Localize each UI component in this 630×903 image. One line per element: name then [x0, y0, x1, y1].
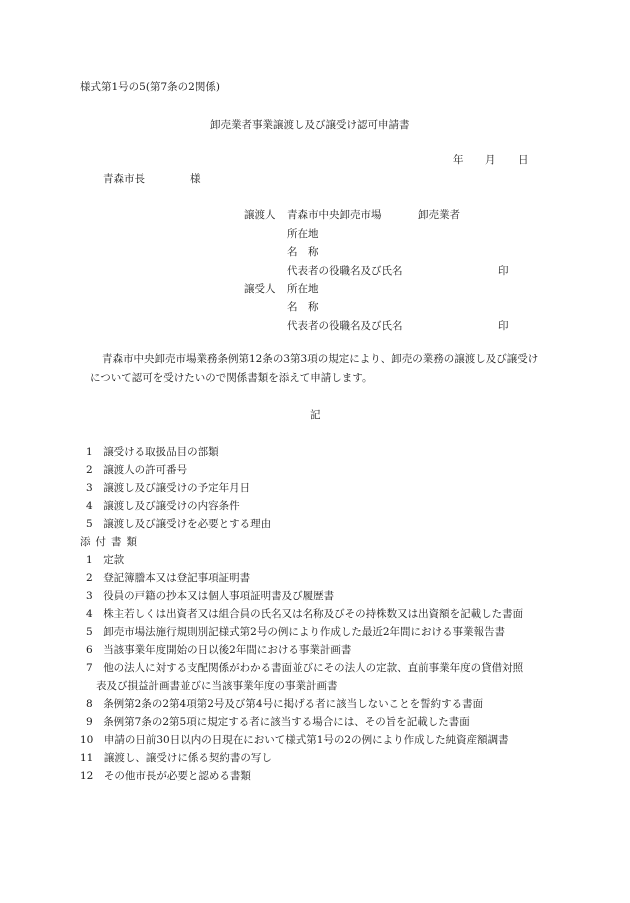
attachment-item — [86, 645, 351, 656]
transferee-rep-label: 代表者の役職名及び氏名 — [287, 320, 403, 332]
attachment-item — [86, 609, 523, 620]
item-number: 3 — [86, 482, 93, 494]
item-number: 10 — [80, 734, 94, 746]
list-item — [86, 501, 240, 512]
body-line-1: 青森市中央卸売市場業務条例第12条の3第3項の規定により、卸売の業務の譲渡し及び譲受け — [102, 353, 539, 365]
transferor-business-type: 卸売業者 — [418, 209, 460, 221]
attachment-item — [86, 555, 124, 566]
attachment-item — [86, 717, 470, 728]
item-number: 9 — [86, 716, 93, 728]
item-text: 譲渡し及び譲受けの予定年月日 — [103, 482, 251, 494]
transferor-rep-label: 代表者の役職名及び氏名 — [287, 265, 403, 277]
transferee-seal: 印 — [498, 320, 509, 332]
body-line-2: について認可を受けたいので関係書類を添えて申請します。 — [90, 372, 373, 384]
addressee-honorific: 様 — [190, 173, 201, 185]
addressee-name: 青森市長 — [103, 173, 145, 185]
date-month: 月 — [485, 154, 496, 166]
document-title: 卸売業者事業譲渡し及び譲受け認可申請書 — [210, 119, 410, 131]
transferee-role-label: 譲受人 — [244, 283, 276, 295]
attachment-item — [80, 753, 272, 764]
item-text: 譲渡人の許可番号 — [103, 464, 188, 476]
item-text: 卸売市場法施行規則別記様式第2号の例により作成した最近2年間における事業報告書 — [103, 626, 506, 638]
attachment-item — [86, 699, 483, 710]
transferor-name-label: 名 称 — [287, 246, 319, 258]
item-number: 2 — [86, 572, 93, 584]
item-number: 11 — [80, 752, 94, 764]
item-number: 6 — [86, 644, 93, 656]
transferee-name-label: 名 称 — [287, 301, 319, 313]
item-number: 1 — [86, 446, 93, 458]
item-text: 条例第7条の2第5項に規定する者に該当する場合には、その旨を記載した書面 — [103, 716, 470, 728]
transferor-seal: 印 — [498, 265, 509, 277]
item-number: 3 — [86, 590, 93, 602]
item-text: 定款 — [103, 554, 125, 566]
item-text: 登記簿謄本又は登記事項証明書 — [103, 572, 251, 584]
item-number: 4 — [86, 500, 93, 512]
item-text: 譲渡し、譲受けに係る契約書の写し — [103, 752, 272, 764]
attachment-item — [86, 663, 523, 674]
item-text: 役員の戸籍の抄本又は個人事項証明書及び履歴書 — [103, 590, 335, 602]
attachment-item — [86, 627, 505, 638]
item-text: 当該事業年度開始の日以後2年間における事業計画書 — [103, 644, 352, 656]
item-text: 条例第2条の2第4項第2号及び第4号に掲げる者に該当しないことを誓約する書面 — [103, 698, 484, 710]
list-item — [86, 447, 219, 458]
list-item — [86, 519, 271, 530]
item-text: 譲渡し及び譲受けを必要とする理由 — [103, 518, 272, 530]
item-number: 5 — [86, 518, 93, 530]
date-day: 日 — [518, 154, 529, 166]
attachment-item — [86, 573, 250, 584]
ki-marker: 記 — [310, 409, 321, 421]
form-label: 様式第1号の5(第7条の2関係) — [80, 81, 220, 93]
item-number: 7 — [86, 662, 93, 674]
item-text: 申請の日前30日以内の日現在において様式第1号の2の例により作成した純資産額調書 — [103, 734, 509, 746]
item-text: 他の法人に対する支配関係がわかる書面並びにその法人の定款、直前事業年度の貸借対照 — [103, 662, 524, 674]
attachment-item-continuation: 表及び損益計画書並びに当該事業年度の事業計画書 — [96, 680, 338, 692]
attachment-item — [86, 591, 334, 602]
item-text: 株主若しくは出資者又は組合員の氏名又は名称及びその持株数又は出資額を記載した書面 — [103, 608, 524, 620]
date-year: 年 — [453, 154, 464, 166]
attachments-heading: 添付書類 — [80, 536, 142, 548]
list-item — [86, 483, 250, 494]
transferor-market: 青森市中央卸売市場 — [287, 209, 382, 221]
item-number: 1 — [86, 554, 93, 566]
attachment-item — [80, 771, 251, 782]
item-number: 2 — [86, 464, 93, 476]
item-number: 5 — [86, 626, 93, 638]
list-item — [86, 465, 187, 476]
item-text: 譲渡し及び譲受けの内容条件 — [103, 500, 240, 512]
item-text: 譲受ける取扱品目の部類 — [103, 446, 219, 458]
transferee-address-label: 所在地 — [287, 283, 319, 295]
item-number: 12 — [80, 770, 94, 782]
item-number: 4 — [86, 608, 93, 620]
item-number: 8 — [86, 698, 93, 710]
transferor-role-label: 譲渡人 — [244, 209, 276, 221]
attachment-item — [80, 735, 509, 746]
item-text: その他市長が必要と認める書類 — [103, 770, 251, 782]
transferor-address-label: 所在地 — [287, 228, 319, 240]
